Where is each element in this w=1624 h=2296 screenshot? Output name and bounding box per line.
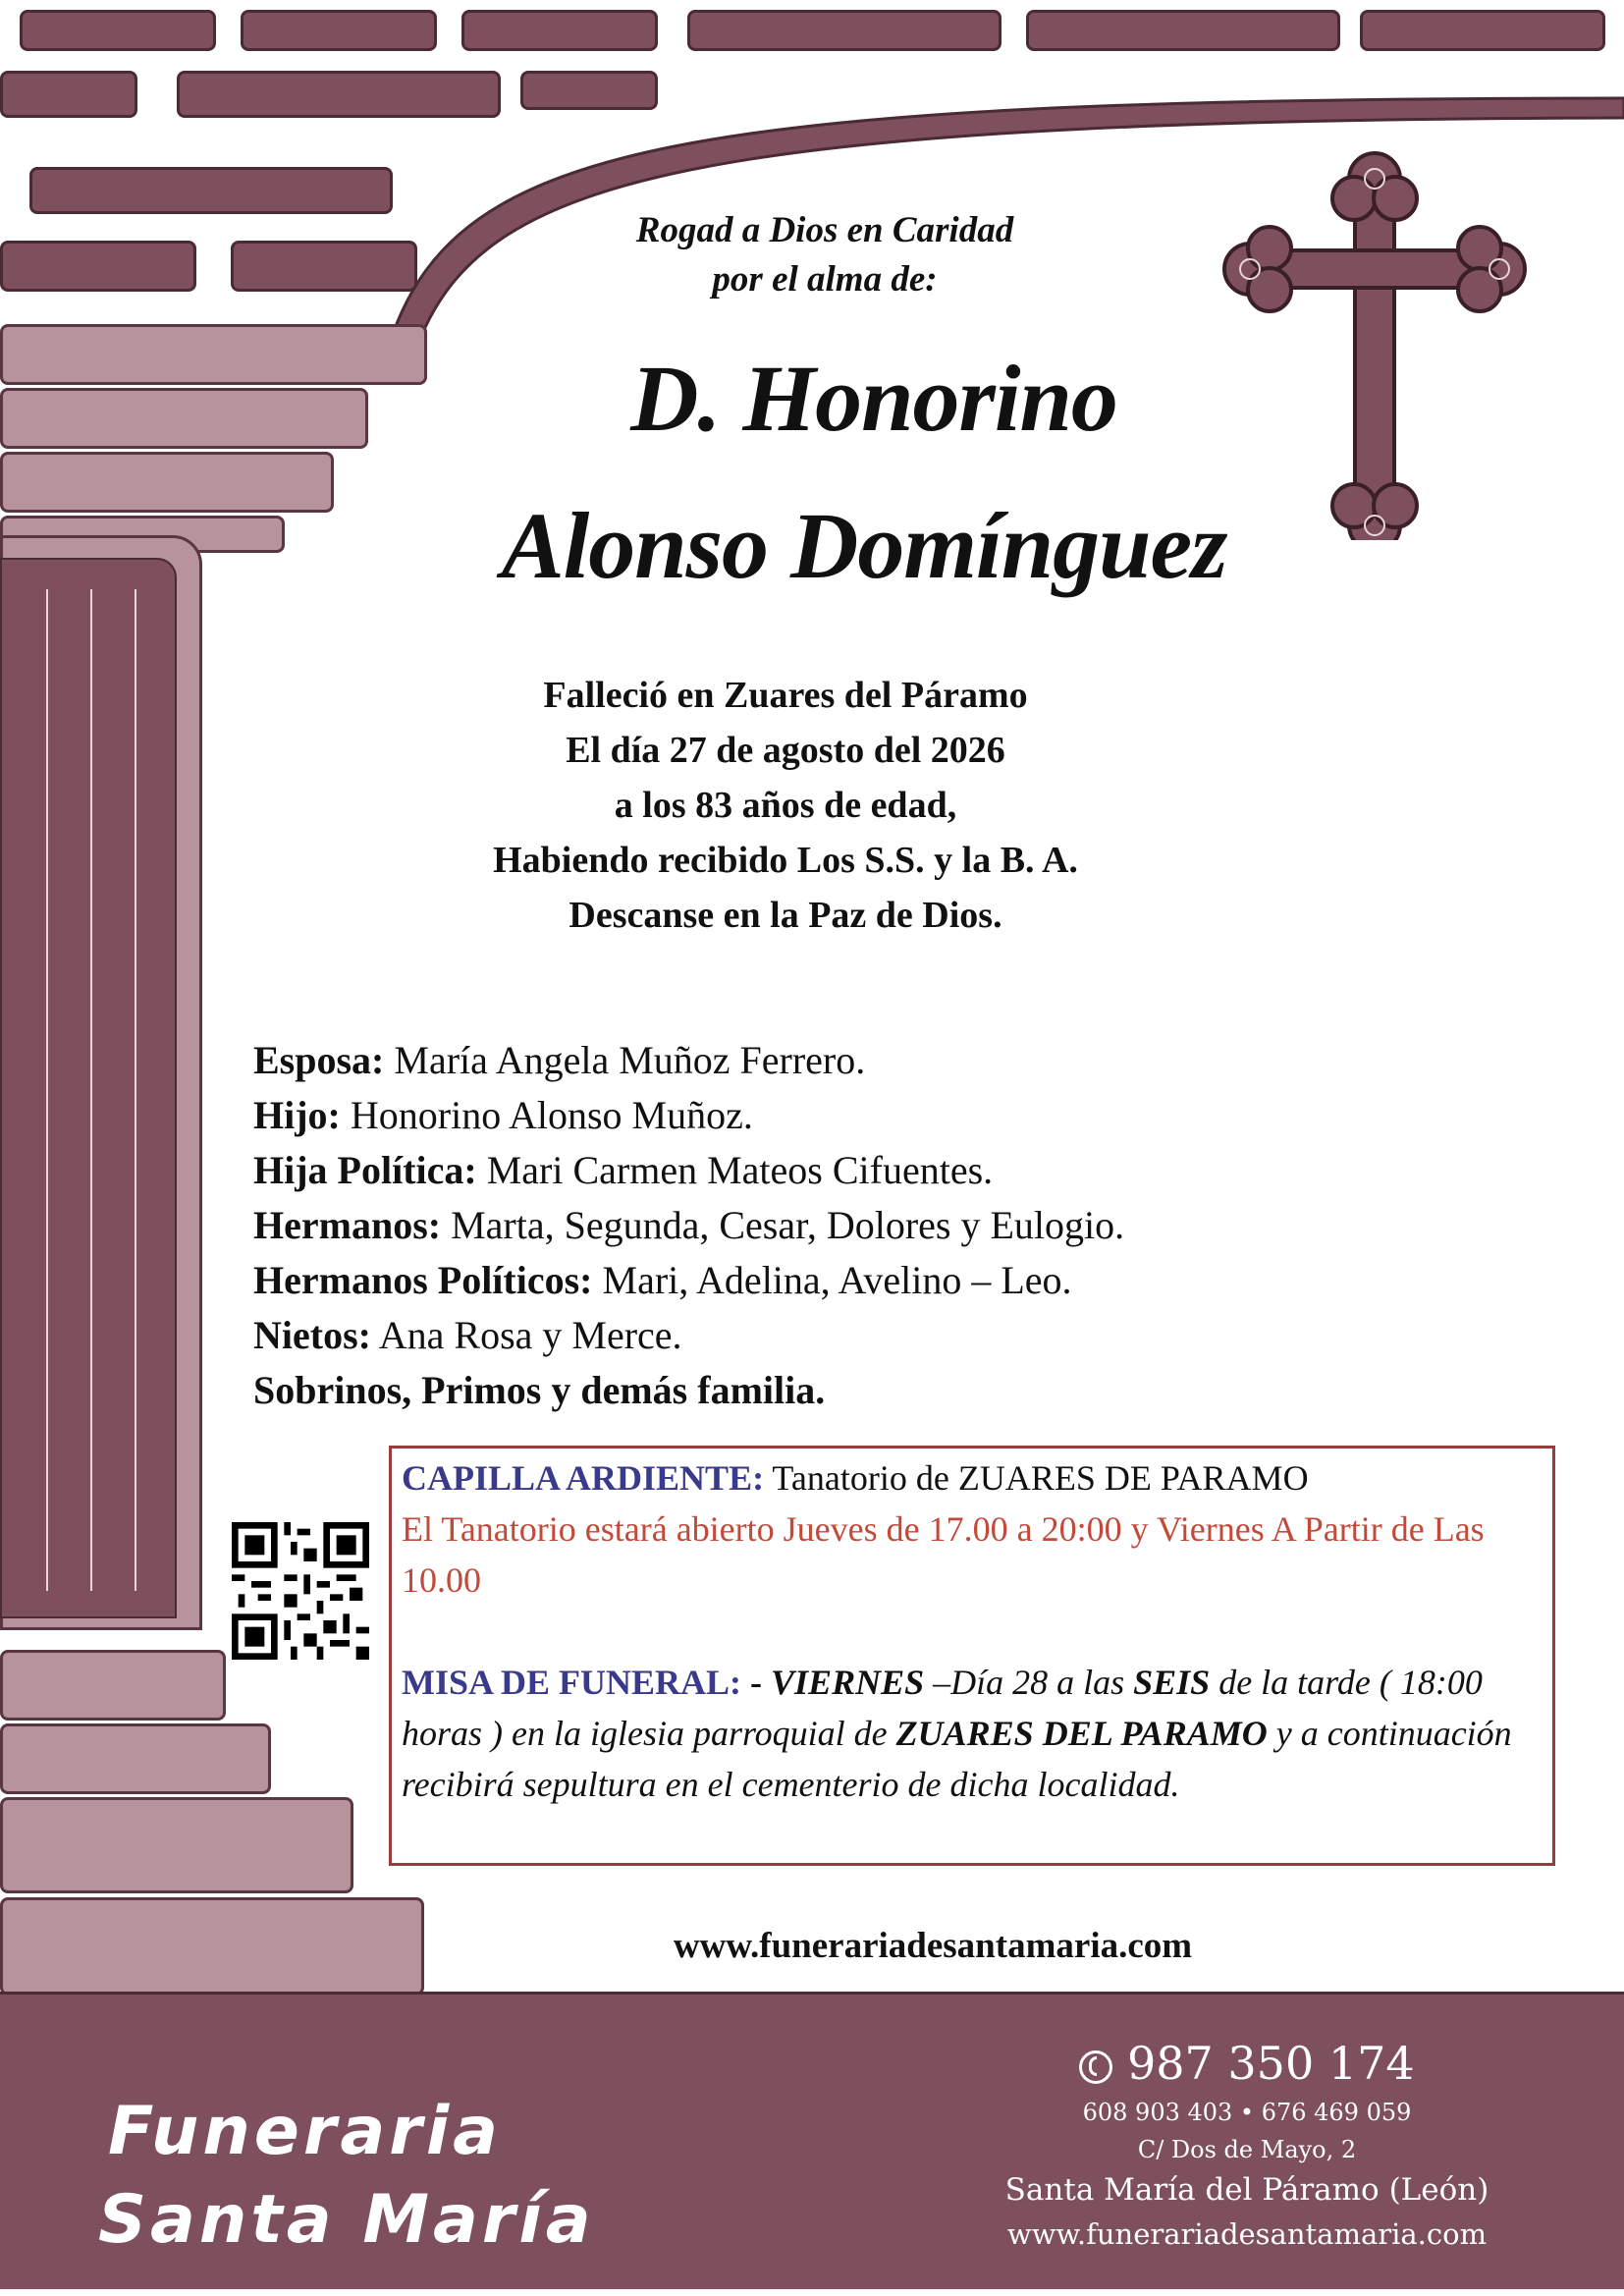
column-base <box>0 1650 226 1721</box>
family-value: María Angela Muñoz Ferrero. <box>384 1038 866 1082</box>
family-value: Honorino Alonso Muñoz. <box>340 1093 753 1137</box>
spacer <box>402 1606 1543 1657</box>
tanatorio-hours: El Tanatorio estará abierto Jueves de 17.00 a 20:00 y Viernes A Partir de Las 10.00 <box>402 1509 1485 1600</box>
phone-icon <box>1079 2050 1112 2084</box>
family-row <box>253 1308 1382 1363</box>
family-row <box>253 1198 1382 1253</box>
prayer-line: Rogad a Dios en Caridad <box>635 210 1014 250</box>
city: Santa María del Páramo (León) <box>1004 2172 1489 2208</box>
misa-hour: SEIS <box>1133 1663 1211 1702</box>
footer-website[interactable]: www.funerariadesantamaria.com <box>1006 2217 1488 2251</box>
death-line: a los 83 años de edad, <box>614 785 957 826</box>
family-list <box>253 1033 1382 1418</box>
website-link[interactable]: www.funerariadesantamaria.com <box>673 1926 1193 1966</box>
family-row <box>253 1088 1382 1143</box>
deceased-name-line1: D. Honorino <box>630 346 1117 451</box>
death-line: Falleció en Zuares del Páramo <box>543 675 1028 716</box>
family-value: Marta, Segunda, Cesar, Dolores y Eulogio. <box>441 1203 1125 1247</box>
brick <box>1026 10 1340 51</box>
phone-main <box>982 2034 1512 2093</box>
family-label: Esposa: <box>253 1038 385 1082</box>
family-value: Mari Carmen Mateos Cifuentes. <box>476 1148 994 1192</box>
brick <box>1360 10 1605 51</box>
column-base <box>0 1723 271 1794</box>
family-label: Hijo: <box>253 1093 341 1137</box>
death-line: El día 27 de agosto del 2026 <box>566 730 1005 771</box>
misa-part: y a continuación recibirá sepultura en el cementerio de dicha localidad. <box>402 1714 1512 1804</box>
misa-part: de la tarde ( 18:00 horas ) en la iglesia parroquial de <box>402 1663 1483 1753</box>
funeral-info-box <box>389 1446 1555 1866</box>
footer <box>0 1992 1624 2289</box>
capilla-label: CAPILLA ARDIENTE: <box>402 1458 765 1498</box>
misa-part: –Día 28 a las <box>924 1663 1134 1702</box>
family-row <box>253 1143 1382 1198</box>
family-label: Sobrinos, Primos y demás familia. <box>253 1368 826 1412</box>
family-row <box>253 1253 1382 1308</box>
column-base <box>0 1797 353 1893</box>
column-capital <box>0 388 368 449</box>
family-label: Hija Política: <box>253 1148 477 1192</box>
brand-name-line2: Santa María <box>98 2181 595 2259</box>
brick <box>687 10 1001 51</box>
qr-code-icon <box>232 1522 369 1660</box>
brick <box>20 10 216 51</box>
family-value: Ana Rosa y Merce. <box>370 1313 682 1357</box>
misa-place: ZUARES DEL PARAMO <box>895 1714 1268 1753</box>
brick <box>29 167 393 214</box>
brick <box>461 10 658 51</box>
misa-part: - <box>741 1663 772 1702</box>
column-flute <box>90 589 92 1591</box>
column-base <box>0 1897 424 1995</box>
death-line: Habiendo recibido Los S.S. y la B. A. <box>493 840 1078 881</box>
column-flute <box>135 589 136 1591</box>
prayer-text <box>511 206 1139 304</box>
capilla-value: Tanatorio de ZUARES DE PARAMO <box>764 1458 1309 1498</box>
family-row <box>253 1363 1382 1418</box>
phone-number: 987 350 174 <box>1126 2037 1415 2090</box>
column-capital <box>0 452 334 513</box>
brand-name-line1: Funeraria <box>108 2093 503 2170</box>
family-label: Nietos: <box>253 1313 371 1357</box>
death-line: Descanse en la Paz de Dios. <box>568 895 1002 936</box>
column-flute <box>46 589 48 1591</box>
prayer-line: por el alma de: <box>712 259 938 300</box>
phones-secondary: 608 903 403 • 676 469 059 <box>1082 2099 1412 2126</box>
brick <box>241 10 437 51</box>
misa-day: VIERNES <box>771 1663 925 1702</box>
family-row <box>253 1033 1382 1088</box>
address: C/ Dos de Mayo, 2 <box>1137 2136 1357 2163</box>
column-shaft-inner <box>0 558 177 1618</box>
misa-text <box>402 1657 1543 1810</box>
family-value: Mari, Adelina, Avelino – Leo. <box>592 1258 1072 1302</box>
family-label: Hermanos Políticos: <box>253 1258 593 1302</box>
brick <box>0 71 137 118</box>
deceased-name-line2: Alonso Domínguez <box>501 493 1227 598</box>
column-capital <box>0 324 427 385</box>
contact-block <box>982 2034 1512 2256</box>
death-info <box>295 668 1276 943</box>
brick <box>0 241 196 292</box>
misa-label: MISA DE FUNERAL: <box>402 1663 742 1702</box>
capilla-line <box>402 1452 1543 1503</box>
family-label: Hermanos: <box>253 1203 442 1247</box>
